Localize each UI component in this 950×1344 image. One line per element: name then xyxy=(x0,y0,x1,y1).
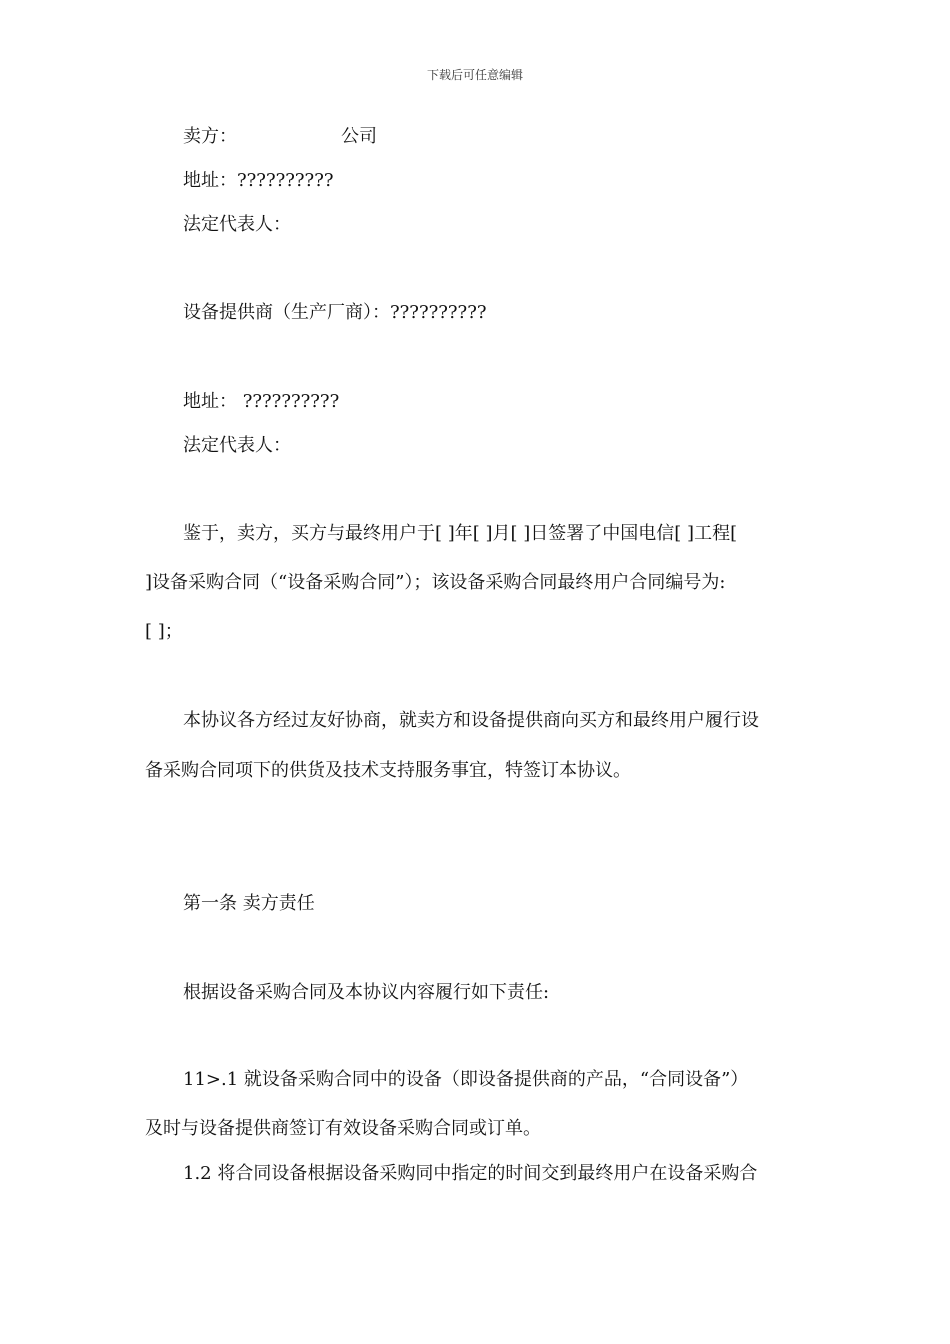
seller-name-line xyxy=(183,126,377,148)
purpose-line-2: 备采购合同项下的供货及技术支持服务事宜，特签订本协议。 xyxy=(145,760,631,781)
supplier-legal-rep: 法定代表人： xyxy=(183,435,291,456)
seller-legal-rep: 法定代表人： xyxy=(183,214,291,235)
clause-1-2-line-1: 1.2 将合同设备根据设备采购同中指定的时间交到最终用户在设备采购合 xyxy=(183,1163,758,1184)
purpose-line-1: 本协议各方经过友好协商，就卖方和设备提供商向买方和最终用户履行设 xyxy=(183,710,759,731)
article-1-title: 第一条 卖方责任 xyxy=(183,893,315,914)
supplier-address: 地址： ?????????? xyxy=(183,391,340,412)
supplier-name: 设备提供商（生产厂商）：?????????? xyxy=(183,302,487,323)
clause-1-1-line-1: 11>.1 就设备采购合同中的设备（即设备提供商的产品，“合同设备”） xyxy=(183,1069,749,1090)
clause-1-1-line-2: 及时与设备提供商签订有效设备采购合同或订单。 xyxy=(145,1118,541,1139)
seller-address: 地址：?????????? xyxy=(183,170,334,191)
whereas-line-1: 鉴于，卖方，买方与最终用户于[ ]年[ ]月[ ]日签署了中国电信[ ]工程[ xyxy=(183,523,738,544)
article-1-intro: 根据设备采购合同及本协议内容履行如下责任: xyxy=(183,982,550,1003)
whereas-line-2: ]设备采购合同（“设备采购合同”）；该设备采购合同最终用户合同编号为: xyxy=(145,572,726,593)
whereas-line-3: [ ]； xyxy=(145,621,183,642)
seller-name-value: 公司 xyxy=(341,126,377,147)
seller-name-label: 卖方： xyxy=(183,126,237,147)
page-header-note: 下载后可任意编辑 xyxy=(426,68,523,82)
